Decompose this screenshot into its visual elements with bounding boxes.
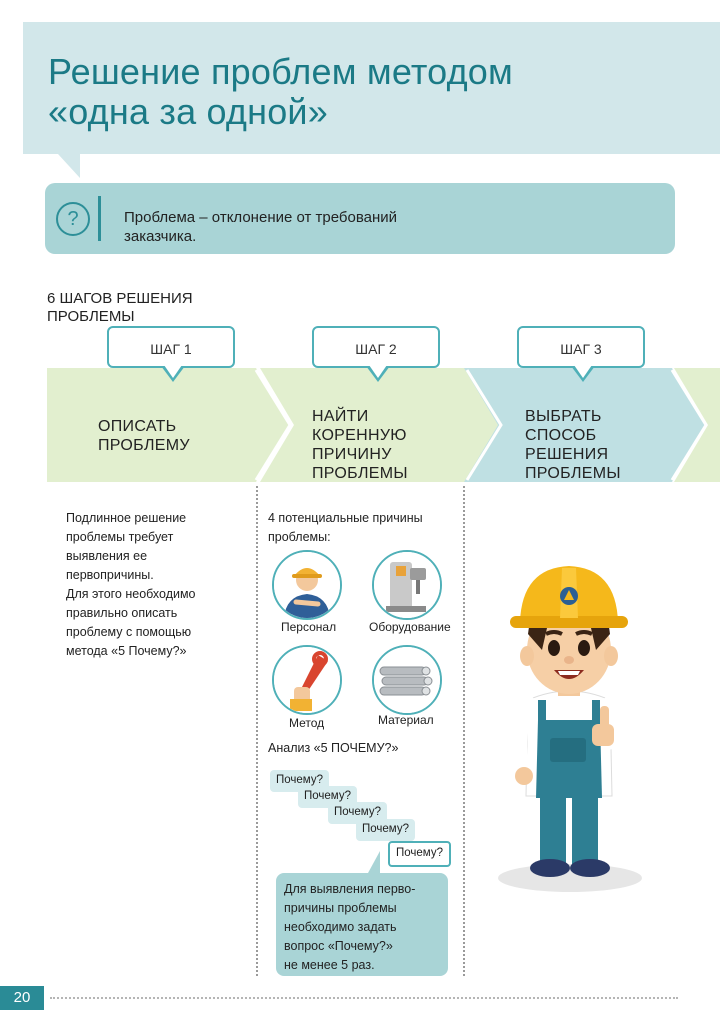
cause-label-method: Метод: [289, 716, 325, 730]
step-1-text: ОПИСАТЬ ПРОБЛЕМУ: [98, 418, 190, 454]
worker-icon: [272, 550, 342, 620]
wrench-icon: [272, 645, 342, 715]
title-line-2: «одна за одной»: [48, 91, 328, 132]
step-1-description: Подлинное решение проблемы требует выявления ее первопричины. Для этого необходимо правильно описать проблему с помощью метода «5 Почему?»: [66, 511, 196, 658]
cause-label-material: Материал: [378, 713, 434, 727]
why-analysis-title: Анализ «5 ПОЧЕМУ?»: [268, 741, 399, 755]
causes-intro: 4 потенциальные причины проблемы:: [268, 511, 423, 544]
note-text: Для выявления перво- причины проблемы необходимо задать вопрос «Почему?» не менее 5 раз.: [284, 882, 416, 972]
footer-divider: [50, 997, 678, 999]
why-step-5: Почему?: [388, 841, 451, 867]
why-step-4: Почему?: [356, 819, 415, 841]
page-number: 20: [0, 986, 44, 1010]
step-1-label: ШАГ 1: [107, 326, 235, 368]
header-pointer: [58, 154, 80, 178]
step-3-text: ВЫБРАТЬ СПОСОБ РЕШЕНИЯ ПРОБЛЕМЫ: [525, 408, 621, 482]
column-divider-1: [256, 486, 258, 976]
column-divider-2: [463, 486, 465, 976]
why-step-3: Почему?: [328, 802, 387, 824]
page-title: [48, 52, 513, 132]
definition-text: [124, 208, 484, 246]
construction-worker-illustration: [492, 560, 642, 900]
cause-label-equipment: Оборудование: [369, 620, 451, 634]
why-step-2: Почему?: [298, 786, 357, 808]
divider: [98, 196, 101, 241]
note-pointer: [368, 851, 380, 873]
step-3-label: ШАГ 3: [517, 326, 645, 368]
step-2-label: ШАГ 2: [312, 326, 440, 368]
definition-line-2: заказчика.: [124, 228, 197, 245]
title-line-1: Решение проблем методом: [48, 51, 513, 92]
steps-title: 6 ШАГОВ РЕШЕНИЯ ПРОБЛЕМЫ: [47, 290, 193, 325]
why-step-1: Почему?: [270, 770, 329, 792]
cause-label-personnel: Персонал: [281, 620, 337, 634]
pipes-icon: [372, 645, 442, 715]
definition-line-1: Проблема – отклонение от требований: [124, 209, 398, 226]
step-2-text: НАЙТИ КОРЕННУЮ ПРИЧИНУ ПРОБЛЕМЫ: [312, 408, 408, 482]
question-icon: ?: [56, 202, 90, 236]
machine-icon: [372, 550, 442, 620]
